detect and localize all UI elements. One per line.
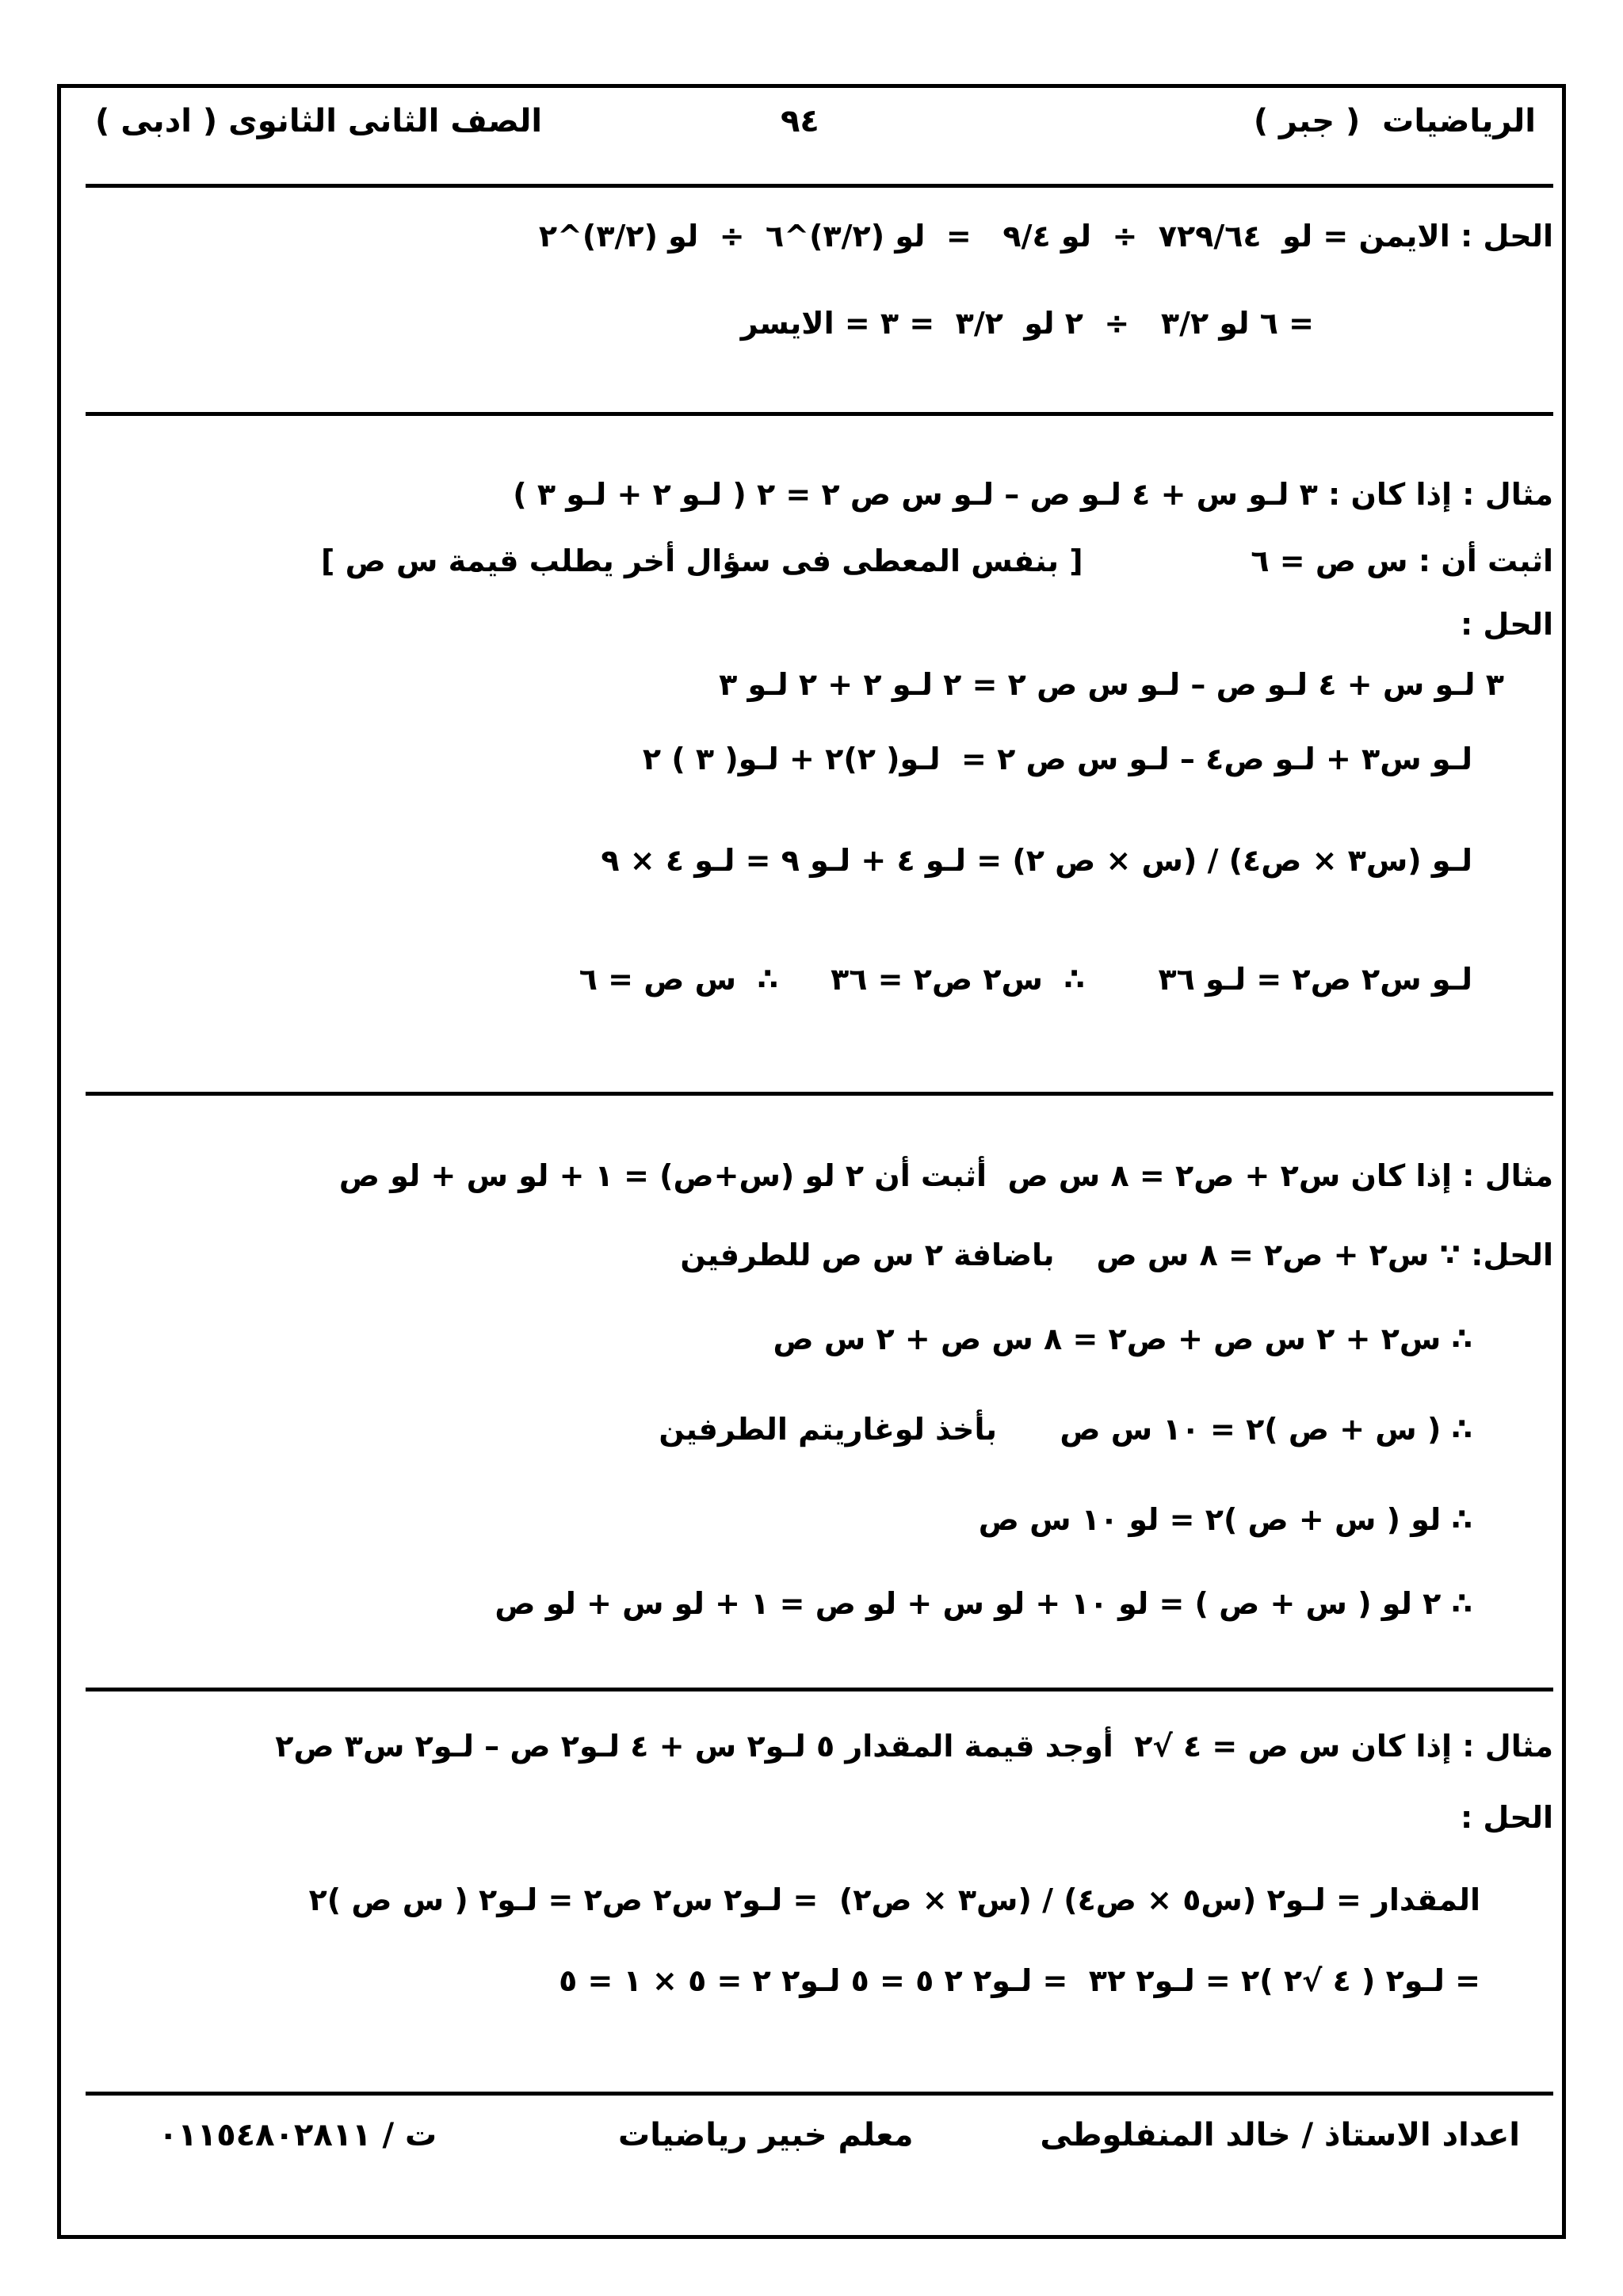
footer-author: اعداد الاستاذ / خالد المنفلوطى [1040,2117,1520,2153]
solution-step: الحل: ∵ س٢ + ص٢ = ٨ س ص باضافة ٢ س ص للطرفين [680,1238,1553,1272]
solution-line-1: الحل : الايمن = لو ٧٢٩/٦٤ ÷ لو ٩/٤ = لو (٣/٢)^٦ ÷ لو (٣/٢)^٢ [538,219,1553,254]
divider [86,1688,1553,1691]
solution-step: لـو (س٣ × ص٤) / (س × ص ٢) = لـو ٤ + لـو ٩ = لـو ٤ × ٩ [601,843,1472,878]
solution-label: الحل : [1460,1800,1553,1835]
solution-line-2: = ٦ لو ٣/٢ ÷ ٢ لو ٣/٢ = ٣ = الايسر [740,306,1314,341]
example-statement: مثال : إذا كان س ص = ٤ √٢ أوجد قيمة المقدار ٥ لـو٢ س + ٤ لـو٢ ص – لـو٢ س٣ ص٢ [275,1729,1553,1764]
solution-step: لـو س٢ ص٢ = لـو ٣٦ ∴ س٢ ص٢ = ٣٦ ∴ س ص = ٦ [579,962,1472,997]
solution-step: المقدار = لـو٢ (س٥ × ص٤) / (س٣ × ص٢) = لـو٢ س٢ ص٢ = لـو٢ ( س ص )٢ [308,1882,1480,1917]
footer-title: معلم خبير رياضيات [618,2117,914,2153]
footer-phone: ت / ٠١١٥٤٨٠٢٨١١ [158,2117,437,2153]
header-subject: الرياضيات ( جبر ) [1253,103,1536,139]
header-page-number: ٩٤ [781,103,819,139]
example-statement: مثال : إذا كان : ٣ لـو س + ٤ لـو ص – لـو س ص ٢ = ٢ ( لـو ٢ + لـو ٣ ) [513,477,1553,512]
divider [86,1092,1553,1096]
solution-step: ∴ ( س + ص )٢ = ١٠ س ص بأخذ لوغاريتم الطرفين [659,1412,1472,1447]
header-grade: الصف الثانى الثانوى ( ادبى ) [95,103,543,139]
example-statement: مثال : إذا كان س٢ + ص٢ = ٨ س ص أثبت أن ٢ لو (س+ص) = ١ + لو س + لو ص [338,1158,1553,1193]
solution-step: ∴ لو ( س + ص )٢ = لو ١٠ س ص [978,1502,1472,1537]
solution-step: ∴ س٢ + ٢ س ص + ص٢ = ٨ س ص + ٢ س ص [773,1322,1472,1356]
solution-step: لـو س٣ + لـو ص٤ – لـو س ص ٢ = لـو( ٢)٢ + لـو( ٣ ) ٢ [642,742,1472,776]
divider [86,2092,1553,2096]
solution-step: = لـو٢ ( ٤ √٢ )٢ = لـو٢ ٣٢ = لـو٢ ٢ ٥ = ٥ لـو٢ ٢ = ٥ × ١ = ٥ [559,1963,1480,1998]
divider [86,184,1553,188]
solution-step: ∴ ٢ لو ( س + ص ) = لو ١٠ + لو س + لو ص = ١ + لو س + لو ص [495,1586,1472,1621]
example-prove: اثبت أن : س ص = ٦ [ بنفس المعطى فى سؤال أخر يطلب قيمة س ص ] [321,543,1553,578]
solution-label: الحل : [1460,607,1553,642]
divider [86,412,1553,416]
solution-step: ٣ لـو س + ٤ لـو ص – لـو س ص ٢ = ٢ لـو ٢ + ٢ لـو ٣ [719,667,1504,702]
